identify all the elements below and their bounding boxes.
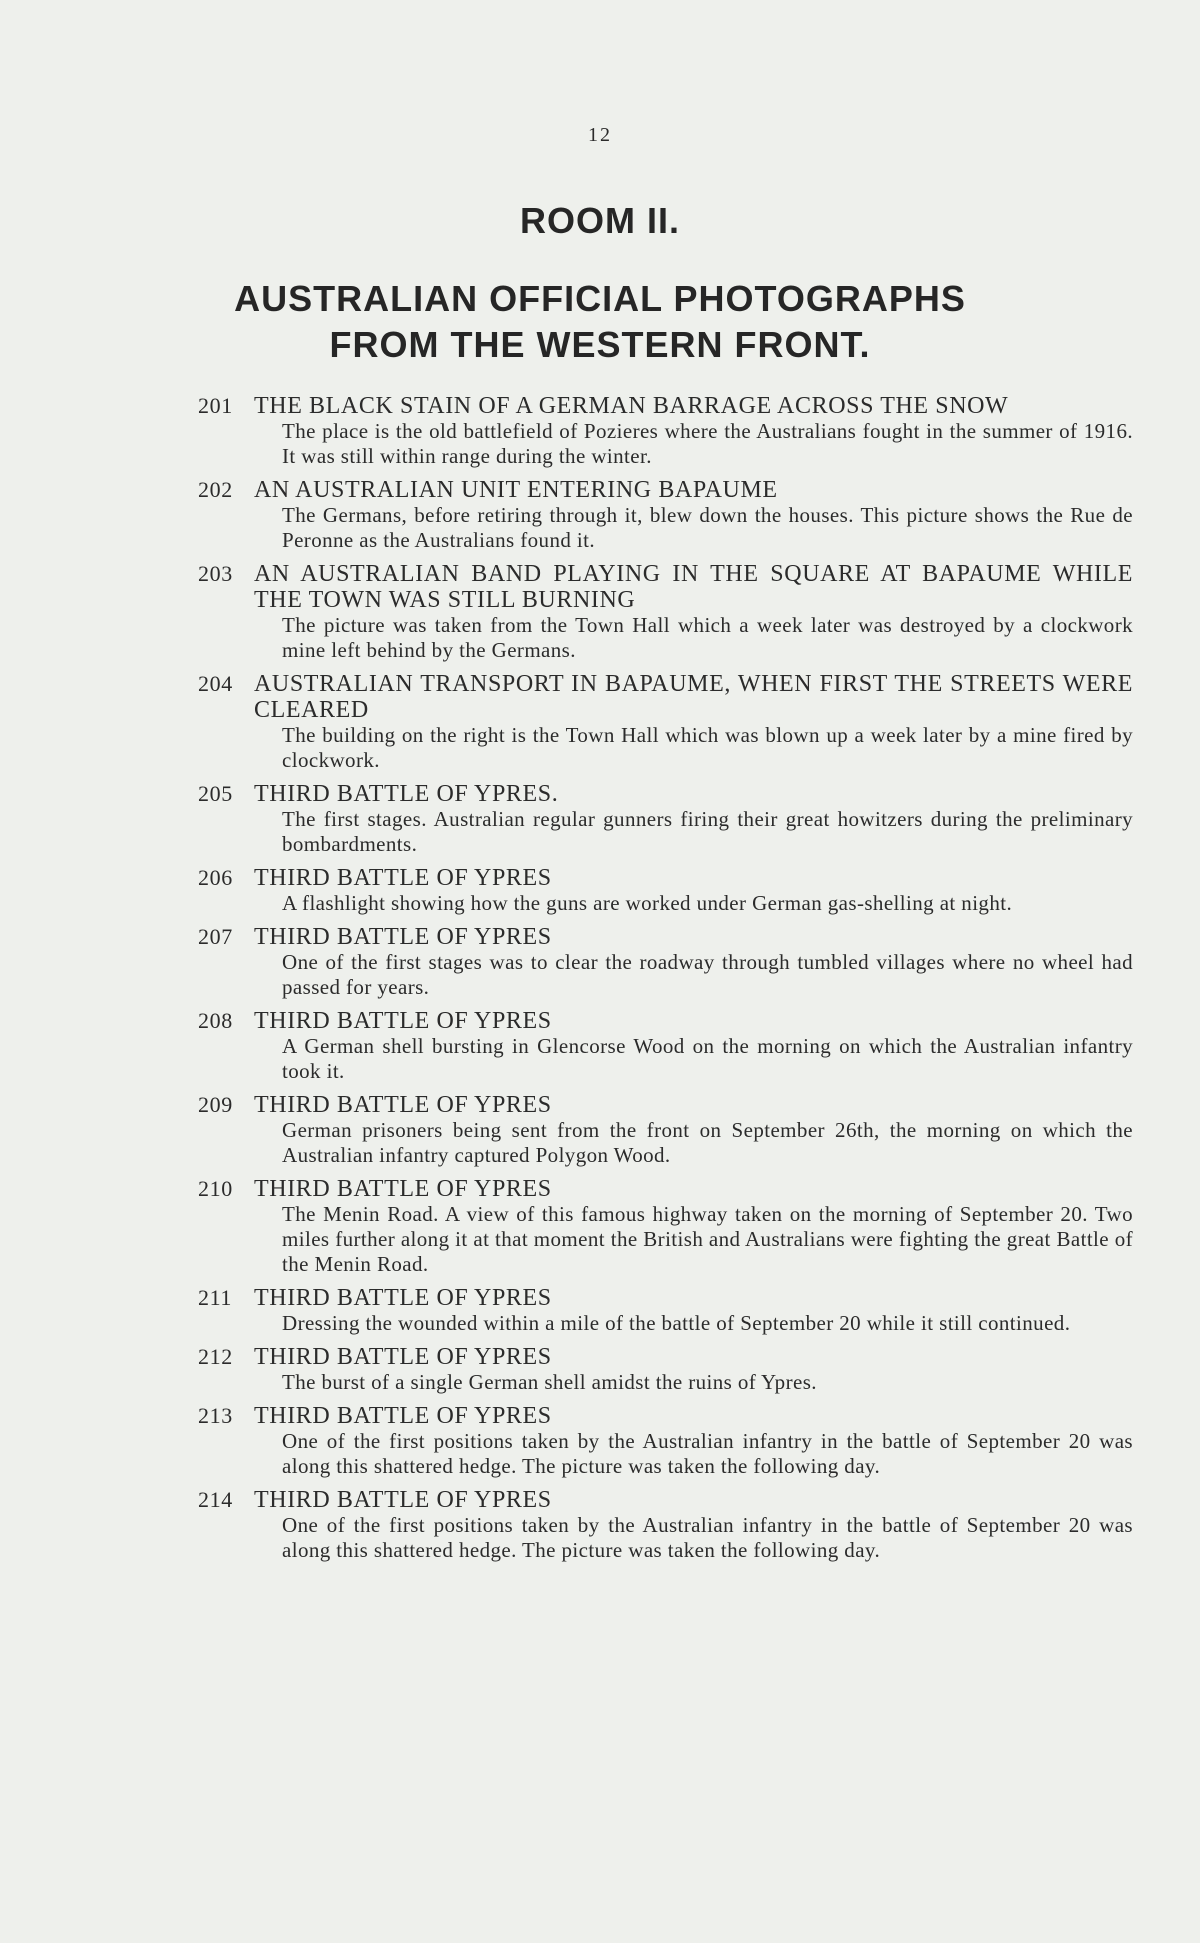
entry-description: The building on the right is the Town Hall which was blown up a week later by a mine fired by clockwork. bbox=[282, 723, 1133, 772]
entry-title: THIRD BATTLE OF YPRES bbox=[254, 1403, 552, 1429]
list-item bbox=[198, 1008, 1133, 1084]
entry-description: The Germans, before retiring through it, blew down the houses. This picture shows the Rue de Peronne as the Australians found it. bbox=[282, 503, 1133, 552]
entry-description: Dressing the wounded within a mile of the battle of September 20 while it still continued. bbox=[282, 1311, 1071, 1335]
list-item bbox=[198, 1487, 1133, 1563]
list-item bbox=[198, 1176, 1133, 1277]
entry-number: 205 bbox=[198, 781, 233, 806]
entry-number: 207 bbox=[198, 924, 233, 949]
entry-title: THIRD BATTLE OF YPRES bbox=[254, 865, 552, 891]
entry-title: THIRD BATTLE OF YPRES. bbox=[254, 781, 559, 807]
entry-title: THIRD BATTLE OF YPRES bbox=[254, 1008, 552, 1034]
entry-title: THIRD BATTLE OF YPRES bbox=[254, 1285, 552, 1311]
entry-title: THIRD BATTLE OF YPRES bbox=[254, 1092, 552, 1118]
section-heading-line-2: FROM THE WESTERN FRONT. bbox=[329, 324, 871, 365]
entry-title: AN AUSTRALIAN BAND PLAYING IN THE SQUARE AT BAPAUME WHILE THE TOWN WAS STILL BURNING bbox=[254, 561, 1133, 613]
section-heading-line-1: AUSTRALIAN OFFICIAL PHOTOGRAPHS bbox=[234, 278, 966, 319]
entry-description: The burst of a single German shell amidst the ruins of Ypres. bbox=[282, 1370, 817, 1394]
entry-number: 203 bbox=[198, 561, 233, 586]
list-item bbox=[198, 671, 1133, 773]
entry-description: The picture was taken from the Town Hall which a week later was destroyed by a clockwork mine left behind by the Germans. bbox=[282, 613, 1133, 662]
entry-description: The first stages. Australian regular gunners firing their great howitzers during the preliminary bombardments. bbox=[282, 807, 1133, 856]
entry-title: THIRD BATTLE OF YPRES bbox=[254, 1176, 552, 1202]
entry-description: The place is the old battlefield of Pozieres where the Australians fought in the summer of 1916. It was still within range during the winter. bbox=[282, 419, 1133, 468]
entry-title: THE BLACK STAIN OF A GERMAN BARRAGE ACROSS THE SNOW bbox=[254, 393, 1009, 419]
list-item bbox=[198, 393, 1133, 469]
entry-description: The Menin Road. A view of this famous highway taken on the morning of September 20. Two miles further along it at that moment the British and Australians were fighting the great Battle of the Menin Road. bbox=[282, 1202, 1133, 1276]
entry-title: THIRD BATTLE OF YPRES bbox=[254, 924, 552, 950]
entry-description: One of the first stages was to clear the roadway through tumbled villages where no wheel had passed for years. bbox=[282, 950, 1133, 999]
entry-number: 214 bbox=[198, 1487, 233, 1512]
entry-description: One of the first positions taken by the Australian infantry in the battle of September 20 was along this shattered hedge. The picture was taken the following day. bbox=[282, 1513, 1133, 1562]
section-heading bbox=[0, 276, 1200, 368]
entry-number: 209 bbox=[198, 1092, 233, 1117]
list-item bbox=[198, 1092, 1133, 1168]
entry-title: THIRD BATTLE OF YPRES bbox=[254, 1344, 552, 1370]
entry-number: 211 bbox=[198, 1285, 232, 1310]
list-item bbox=[198, 924, 1133, 1000]
list-item bbox=[198, 1285, 1133, 1336]
list-item bbox=[198, 1403, 1133, 1479]
entry-description: A flashlight showing how the guns are worked under German gas-shelling at night. bbox=[282, 891, 1013, 915]
room-title: ROOM II. bbox=[520, 200, 680, 241]
list-item bbox=[198, 477, 1133, 553]
entry-description: One of the first positions taken by the Australian infantry in the battle of September 20 was along this shattered hedge. The picture was taken the following day. bbox=[282, 1429, 1133, 1478]
entry-title: AUSTRALIAN TRANSPORT IN BAPAUME, WHEN FIRST THE STREETS WERE CLEARED bbox=[254, 671, 1133, 723]
entry-number: 202 bbox=[198, 477, 233, 502]
list-item bbox=[198, 865, 1133, 916]
entry-number: 212 bbox=[198, 1344, 233, 1369]
entry-number: 206 bbox=[198, 865, 233, 890]
entry-description: A German shell bursting in Glencorse Wood on the morning on which the Australian infantry took it. bbox=[282, 1034, 1133, 1083]
entry-number: 208 bbox=[198, 1008, 233, 1033]
photograph-list bbox=[198, 393, 1133, 1571]
entry-number: 201 bbox=[198, 393, 233, 418]
entry-number: 204 bbox=[198, 671, 233, 696]
entry-number: 213 bbox=[198, 1403, 233, 1428]
page-number: 12 bbox=[588, 124, 612, 146]
entry-title: THIRD BATTLE OF YPRES bbox=[254, 1487, 552, 1513]
entry-description: German prisoners being sent from the front on September 26th, the morning on which the Australian infantry captured Polygon Wood. bbox=[282, 1118, 1133, 1167]
list-item bbox=[198, 1344, 1133, 1395]
entry-title: AN AUSTRALIAN UNIT ENTERING BAPAUME bbox=[254, 477, 778, 503]
list-item bbox=[198, 781, 1133, 857]
list-item bbox=[198, 561, 1133, 663]
entry-number: 210 bbox=[198, 1176, 233, 1201]
